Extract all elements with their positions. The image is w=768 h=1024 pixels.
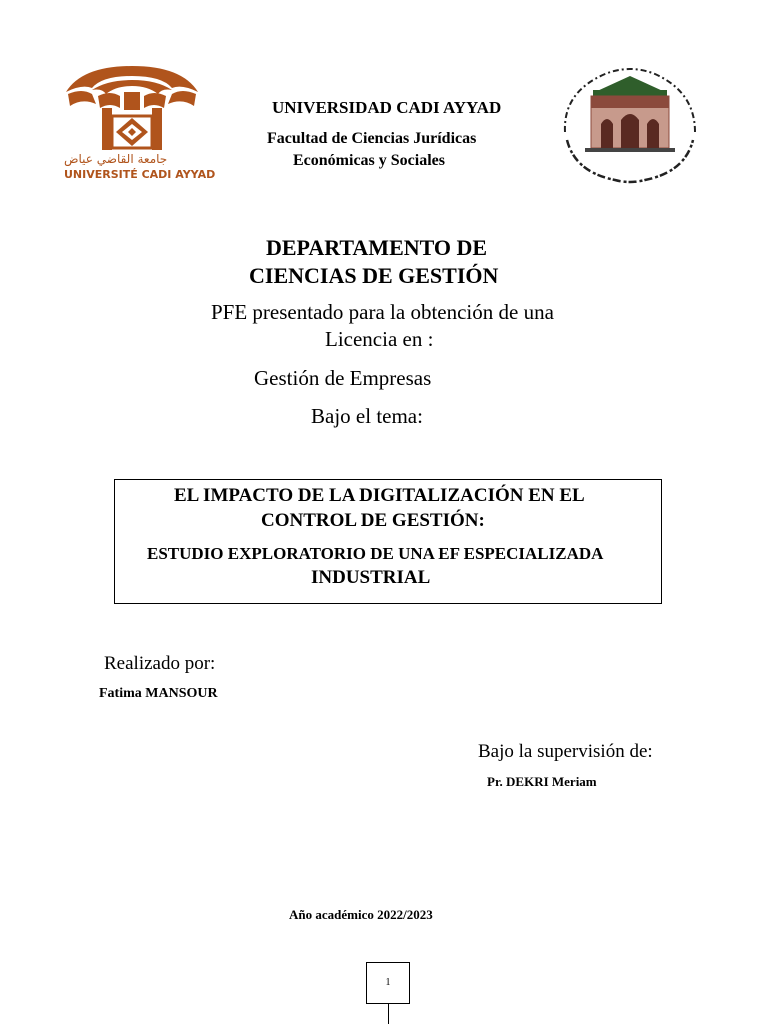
faculty-name-line2: Económicas y Sociales [293, 152, 445, 169]
pfe-text-line2: Licencia en : [325, 327, 434, 351]
thesis-subtitle-line2: INDUSTRIAL [311, 567, 431, 588]
university-name: UNIVERSIDAD CADI AYYAD [272, 98, 502, 117]
department-title-line2: CIENCIAS DE GESTIÓN [249, 263, 499, 288]
topic-intro: Bajo el tema: [311, 404, 423, 428]
faculty-name-line1: Facultad de Ciencias Jurídicas [267, 130, 477, 147]
page-number-line [388, 1004, 389, 1024]
thesis-subtitle-line1: ESTUDIO EXPLORATORIO DE UNA EF ESPECIALIZADA [147, 544, 604, 563]
pfe-text-line1: PFE presentado para la obtención de una [211, 300, 554, 324]
faculty-logo-icon [555, 62, 705, 192]
page-number: 1 [366, 962, 410, 1004]
author-label: Realizado por: [104, 653, 216, 674]
supervisor-name: Pr. DEKRI Meriam [487, 774, 597, 789]
thesis-title-line2: CONTROL DE GESTIÓN: [261, 510, 485, 531]
academic-year: Año académico 2022/2023 [289, 907, 433, 922]
logo-arabic-text: جامعة القاضي عياض [64, 152, 168, 166]
supervisor-label: Bajo la supervisión de: [478, 741, 653, 762]
degree-field: Gestión de Empresas [254, 366, 432, 390]
university-logo-icon [62, 64, 216, 184]
logo-latin-text: UNIVERSITÉ CADI AYYAD [64, 168, 216, 181]
department-title-line1: DEPARTAMENTO DE [266, 235, 488, 260]
thesis-title-line1: EL IMPACTO DE LA DIGITALIZACIÓN EN EL [174, 485, 585, 506]
author-name: Fatima MANSOUR [99, 686, 218, 701]
